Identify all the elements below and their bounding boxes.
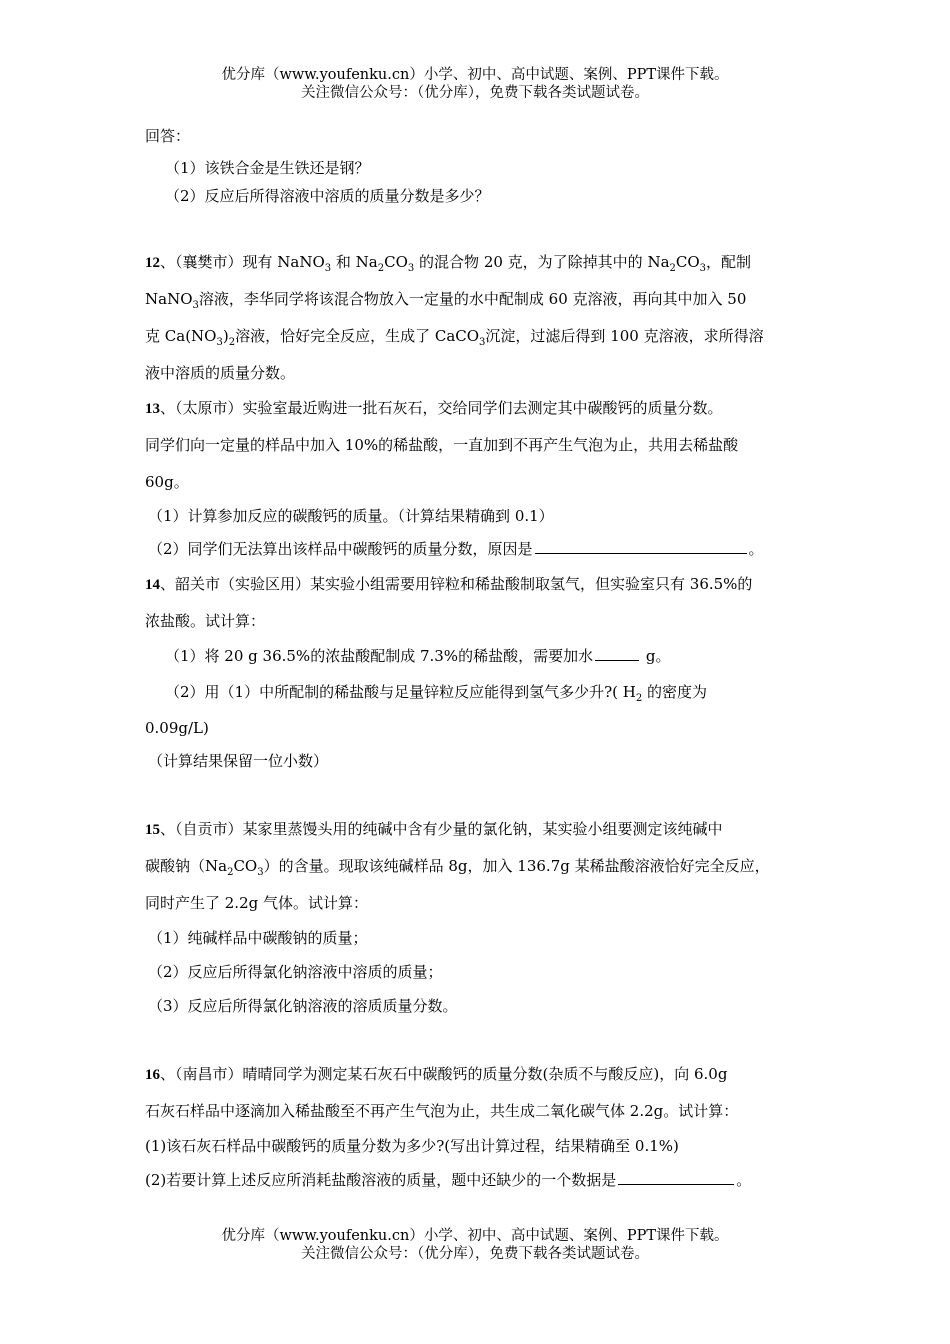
- q15-line-3: 同时产生了 2.2g 气体。试计算：: [145, 894, 368, 912]
- q14-water-blank: [595, 646, 639, 661]
- q14-note: （计算结果保留一位小数）: [148, 752, 329, 770]
- q12-number: 12: [145, 255, 160, 271]
- q13-answer-blank: [535, 539, 747, 554]
- q14-line-2: 浓盐酸。试计算：: [145, 612, 266, 630]
- q16-line-1: 16、（南昌市）晴晴同学为测定某石灰石中碳酸钙的质量分数(杂质不与酸反应)，向 6.0g: [145, 1065, 728, 1083]
- q16-answer-blank: [618, 1170, 734, 1185]
- header-line-2: 关注微信公众号：（优分库），免费下载各类试题试卷。: [301, 85, 649, 101]
- header-line-1: 优分库（www.youfenku.cn）小学、初中、高中试题、案例、PPT课件下载。: [221, 67, 729, 83]
- q11-sub-1: （1）该铁合金是生铁还是钢？: [165, 159, 370, 177]
- q14-number: 14: [145, 577, 160, 593]
- q15-sub-2: （2）反应后所得氯化钠溶液中溶质的质量；: [148, 963, 443, 981]
- q12-line-2: NaNO$_3$溶液，李华同学将该混合物放入一定量的水中配制成 60 克溶液，再向其中加入 50: [145, 290, 747, 311]
- q13-number: 13: [145, 401, 160, 417]
- q16-line-2: 石灰石样品中逐滴加入稀盐酸至不再产生气泡为止，共生成二氧化碳气体 2.2g。试计算：: [145, 1102, 739, 1120]
- q12-line-1: 12、（襄樊市）现有 NaNO$_3$ 和 $Na_2CO_3$ 的混合物 20 克，为了除掉其中的 $Na_2CO_3$，配制: [145, 253, 752, 274]
- q15-line-2: 碳酸钠$(Na_2CO_3)$的含量。现取该纯碱样品 8g，加入 136.7g 某稀盐酸溶液恰好完全反应，: [145, 857, 770, 878]
- q15-line-1: 15、（自贡市）某家里蒸馒头用的纯碱中含有少量的氯化钠，某实验小组要测定该纯碱中: [145, 820, 723, 838]
- q12-line-3: 克 $Ca(NO_3)_2$溶液，恰好完全反应，生成了 CaCO$_3$沉淀，过滤后得到 100 克溶液，求所得溶: [145, 327, 764, 348]
- q14-sub-2: （2）用（1）中所配制的稀盐酸与足量锌粒反应能得到氢气多少升?( $H_2$ 的密度为: [165, 683, 707, 704]
- q15-sub-1: （1）纯碱样品中碳酸钠的质量；: [148, 929, 368, 947]
- q14-sub-1: （1）将 20 g 36.5%的浓盐酸配制成 7.3%的稀盐酸，需要加水 g。: [165, 647, 671, 665]
- q13-line-3: 60g。: [145, 473, 189, 491]
- q13-sub-2: （2）同学们无法算出该样品中碳酸钙的质量分数，原因是 。: [148, 540, 764, 558]
- q14-sub-2-cont: 0.09g/L): [145, 719, 209, 737]
- q15-sub-3: （3）反应后所得氯化钠溶液的溶质质量分数。: [148, 997, 458, 1015]
- q11-answer-label: 回答：: [145, 127, 191, 145]
- q12-line-4: 液中溶质的质量分数。: [145, 364, 296, 382]
- q13-sub-1: （1）计算参加反应的碳酸钙的质量。（计算结果精确到 0.1）: [148, 507, 554, 525]
- footer-line-1: 优分库（www.youfenku.cn）小学、初中、高中试题、案例、PPT课件下载。: [221, 1228, 729, 1244]
- footer-line-2: 关注微信公众号：（优分库），免费下载各类试题试卷。: [301, 1246, 649, 1262]
- q14-line-1: 14、韶关市（实验区用）某实验小组需要用锌粒和稀盐酸制取氢气，但实验室只有 36.5%的: [145, 575, 753, 593]
- q16-sub-1: (1)该石灰石样品中碳酸钙的质量分数为多少?(写出计算过程，结果精确至 0.1%): [145, 1137, 679, 1155]
- q13-line-1: 13、（太原市）实验室最近购进一批石灰石，交给同学们去测定其中碳酸钙的质量分数。: [145, 399, 723, 417]
- q16-sub-2: (2)若要计算上述反应所消耗盐酸溶液的质量，题中还缺少的一个数据是 。: [145, 1171, 752, 1189]
- q11-sub-2: （2）反应后所得溶液中溶质的质量分数是多少？: [165, 187, 490, 205]
- q15-number: 15: [145, 822, 160, 838]
- q13-line-2: 同学们向一定量的样品中加入 10%的稀盐酸，一直加到不再产生气泡为止，共用去稀盐酸: [145, 436, 739, 454]
- q16-number: 16: [145, 1067, 160, 1083]
